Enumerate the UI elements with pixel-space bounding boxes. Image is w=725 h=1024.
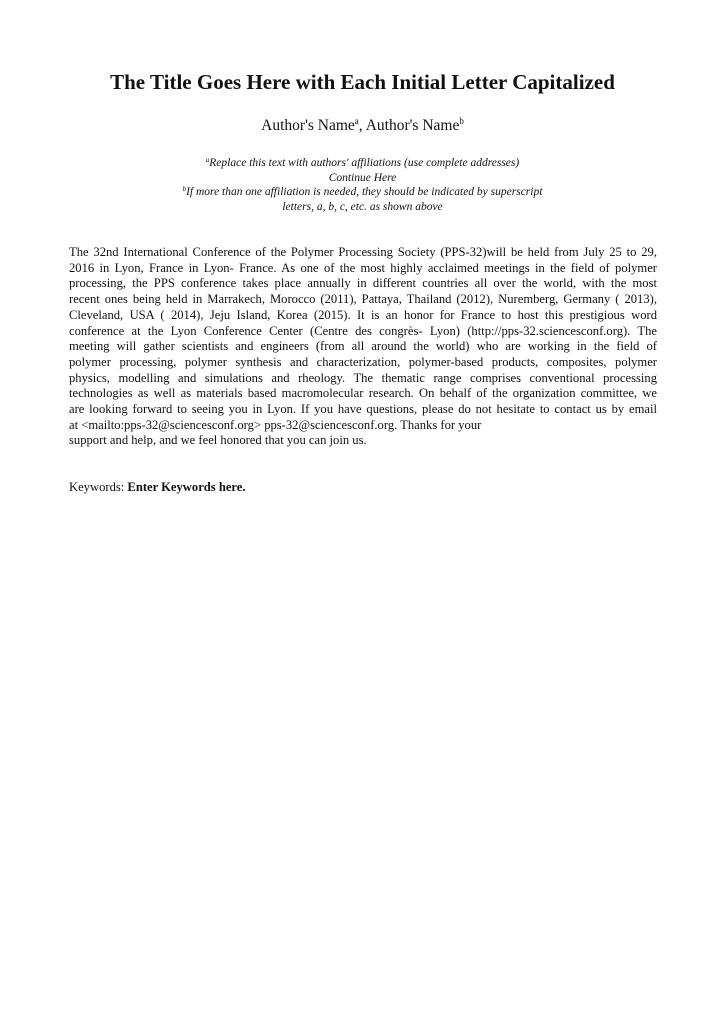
abstract-line: The 32nd International Conference of the Polymer Processing Society (PPS-32)will be held from July 25 to 29, [69, 245, 657, 259]
abstract-line: meeting will gather scientists and engineers (from all around the world) who are working in the field of [69, 339, 657, 354]
affiliation-line [100, 156, 625, 171]
abstract-line: 2016 in Lyon, France in Lyon- France. As one of the most highly acclaimed meetings in the field of polymer [69, 260, 657, 275]
abstract-line: physics, modelling and simulations and rheology. The thematic range comprises conventional processing [69, 370, 657, 385]
abstract-line: processing, the PPS conference takes place annually in different countries all over the world, with the most [69, 276, 657, 291]
affiliation-line [100, 185, 625, 200]
abstract-line: polymer processing, polymer synthesis and characterization, polymer-based products, composites, polymer [69, 354, 657, 369]
paper-title: The Title Goes Here with Each Initial Letter Capitalized [110, 70, 615, 94]
abstract-line: conference at the Lyon Conference Center (Centre des congrès- Lyon) (http://pps-32.sciencesconf.org). The [69, 323, 657, 338]
abstract-line: Cleveland, USA ( 2014), Jeju Island, Korea (2015). It is an honor for France to host this prestigious word [69, 307, 657, 322]
author-name: Author's Name [261, 117, 355, 134]
author-separator: , [358, 117, 366, 134]
abstract-line: are looking forward to seeing you in Lyon. If you have questions, please do not hesitate to contact us by email [69, 402, 657, 417]
keywords-line [69, 479, 246, 495]
affiliation-block [100, 156, 625, 214]
affiliation-line [100, 200, 625, 215]
affiliation-text: Continue Here [328, 171, 397, 184]
author-affiliation-marker: a [354, 116, 359, 126]
author-name: Author's Name [365, 117, 460, 134]
abstract-line: at <mailto:pps-32@sciencesconf.org> pps-32@sciencesconf.org. Thanks for your [69, 417, 482, 432]
keywords-value: Enter Keywords here. [127, 480, 246, 494]
keywords-label: Keywords: [69, 480, 128, 494]
affiliation-text: letters, a, b, c, etc. as shown above [282, 200, 443, 213]
affiliation-text: Replace this text with authors' affiliations (use complete addresses) [209, 157, 520, 169]
affiliation-marker: a [205, 156, 210, 164]
affiliation-marker: b [182, 185, 187, 193]
abstract-paragraph [69, 245, 657, 449]
author-list [0, 115, 725, 137]
abstract-line: recent ones being held in Marrakech, Morocco (2011), Pattaya, Thailand (2012), Nuremberg, Germany ( 2013), [69, 292, 657, 307]
abstract-line: support and help, and we feel honored that you can join us. [69, 433, 367, 448]
abstract-line: technologies as well as materials based macromolecular research. On behalf of the organization committee, we [69, 386, 657, 401]
author-affiliation-marker: b [459, 116, 464, 126]
affiliation-text: If more than one affiliation is needed, they should be indicated by superscript [186, 186, 543, 198]
affiliation-line [100, 171, 625, 186]
